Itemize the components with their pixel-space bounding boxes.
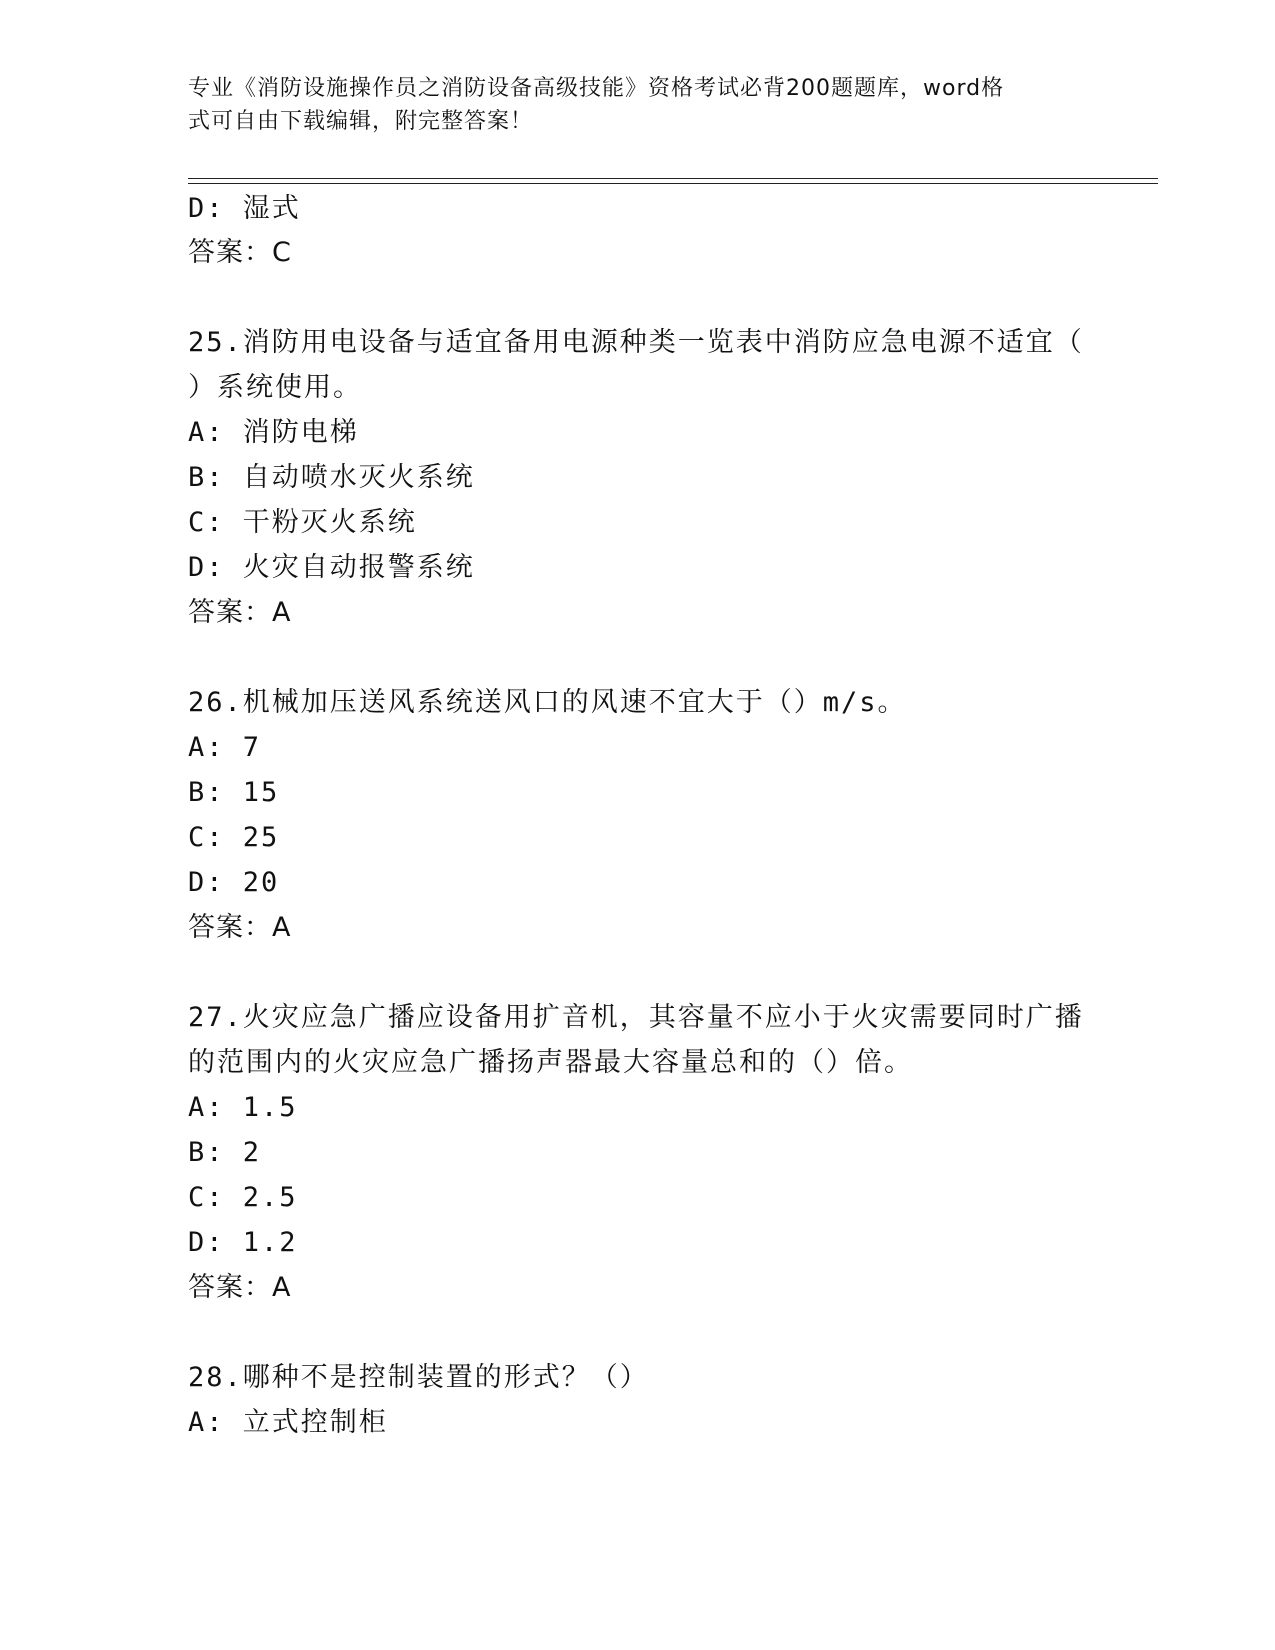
q27-stem-line-2: 的范围内的火灾应急广播扬声器最大容量总和的（）倍。 [188, 1047, 913, 1078]
q26-option-d: D: 20 [188, 867, 280, 898]
header-divider-top [188, 178, 1158, 179]
q26-stem-line-1: 26.机械加压送风系统送风口的风速不宜大于（）m/s。 [188, 687, 907, 718]
q25-option-d: D: 火灾自动报警系统 [188, 552, 475, 583]
q27-option-d: D: 1.2 [188, 1227, 298, 1258]
header-line-1: 专业《消防设施操作员之消防设备高级技能》资格考试必背200题题库，word格 [188, 76, 1005, 101]
header-line-2: 式可自由下载编辑，附完整答案！ [188, 109, 534, 134]
q25-answer: 答案：A [188, 597, 292, 628]
q25-stem-line-2: ）系统使用。 [188, 372, 362, 403]
q25-option-b: B: 自动喷水灭火系统 [188, 462, 475, 493]
q28-stem-line-1: 28.哪种不是控制装置的形式？（） [188, 1362, 649, 1393]
q27-option-c: C: 2.5 [188, 1182, 298, 1213]
document-header [188, 72, 1068, 138]
q27-option-b: B: 2 [188, 1137, 262, 1168]
q25-option-a: A: 消防电梯 [188, 417, 359, 448]
q26-option-b: B: 15 [188, 777, 280, 808]
q26-option-c: C: 25 [188, 822, 280, 853]
q27-option-a: A: 1.5 [188, 1092, 298, 1123]
header-divider-bottom [188, 183, 1158, 184]
q28-option-a: A: 立式控制柜 [188, 1407, 388, 1438]
q25-option-c: C: 干粉灭火系统 [188, 507, 417, 538]
q25-stem-line-1: 25.消防用电设备与适宜备用电源种类一览表中消防应急电源不适宜（ [188, 327, 1084, 358]
prev-option-d: D: 湿式 [188, 193, 301, 224]
q26-option-a: A: 7 [188, 732, 262, 763]
prev-answer: 答案：C [188, 237, 292, 268]
q27-answer: 答案：A [188, 1272, 292, 1303]
q27-stem-line-1: 27.火灾应急广播应设备用扩音机，其容量不应小于火灾需要同时广播 [188, 1002, 1084, 1033]
q26-answer: 答案：A [188, 912, 292, 943]
